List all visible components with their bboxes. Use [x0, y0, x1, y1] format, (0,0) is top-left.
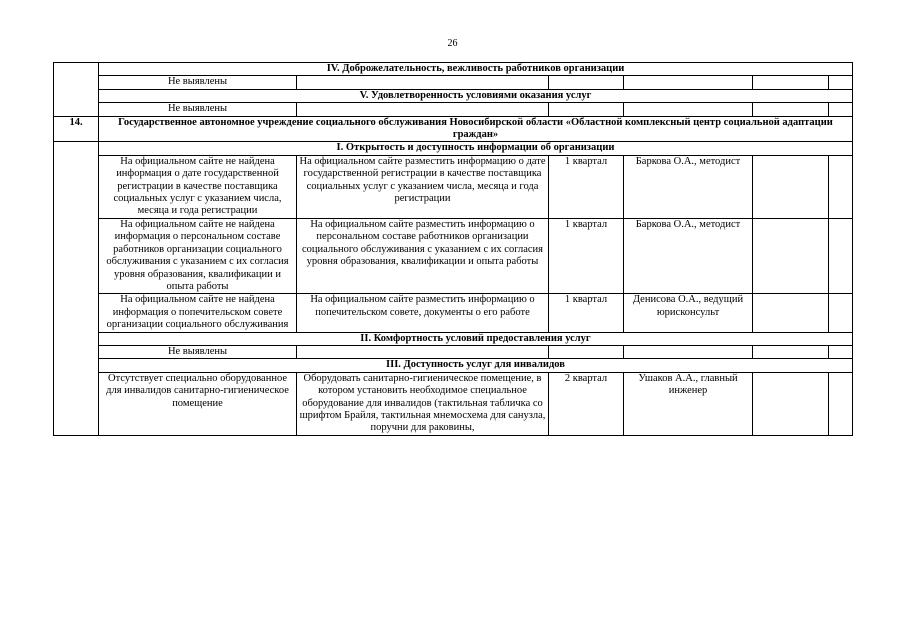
responsible-cell: Ушаков А.А., главный инженер — [624, 372, 753, 435]
table-row — [54, 103, 853, 116]
section-row — [54, 63, 853, 76]
responsible-cell: Баркова О.А., методист — [624, 218, 753, 293]
organization-name: Государственное автономное учреждение социального обслуживания Новосибирской области «Областной комплексный центр социальной адаптации граждан» — [99, 116, 853, 142]
term-cell: 1 квартал — [549, 294, 624, 332]
number-cell-empty — [54, 63, 99, 117]
table-row — [54, 372, 853, 435]
section-row — [54, 332, 853, 345]
section-row — [54, 89, 853, 102]
problem-cell: На официальном сайте не найдена информация о персональном составе работников организации социального обслуживания с указанием с их согласия уровня образования, квалификации и опыта работы — [99, 218, 297, 293]
section-title: III. Доступность услуг для инвалидов — [99, 359, 853, 372]
term-cell: 1 квартал — [549, 155, 624, 218]
term-cell: 1 квартал — [549, 218, 624, 293]
section-title: II. Комфортность условий предоставления услуг — [99, 332, 853, 345]
page-number: 26 — [447, 38, 458, 49]
term-cell: 2 квартал — [549, 372, 624, 435]
organization-number: 14. — [54, 116, 99, 142]
section-title: V. Удовлетворенность условиями оказания услуг — [99, 89, 853, 102]
table-row — [54, 76, 853, 89]
responsible-cell: Баркова О.А., методист — [624, 155, 753, 218]
problem-cell: На официальном сайте не найдена информация о попечительском совете организации социального обслуживания — [99, 294, 297, 332]
table-row — [54, 294, 853, 332]
measure-cell: На официальном сайте разместить информацию о попечительском совете, документы о его работе — [297, 294, 549, 332]
not-found-cell: Не выявлены — [99, 103, 297, 116]
measure-cell: Оборудовать санитарно-гигиеническое помещение, в котором установить необходимое специальное оборудование для инвалидов (тактильная табличка со шрифтом Брайля, тактильная мнемосхема для санузла, поручни для раковины, — [297, 372, 549, 435]
section-row — [54, 142, 853, 155]
action-plan-table — [53, 62, 853, 436]
section-title: IV. Доброжелательность, вежливость работников организации — [99, 63, 853, 76]
number-cell-empty — [54, 142, 99, 435]
section-row — [54, 359, 853, 372]
table-row — [54, 155, 853, 218]
not-found-cell: Не выявлены — [99, 76, 297, 89]
table-row — [54, 345, 853, 358]
problem-cell: Отсутствует специально оборудованное для инвалидов санитарно-гигиеническое помещение — [99, 372, 297, 435]
table-row — [54, 218, 853, 293]
measure-cell: На официальном сайте разместить информацию о персональном составе работников организации социального обслуживания с указанием с их согласия уровня образования, квалификации и опыта работы — [297, 218, 549, 293]
not-found-cell: Не выявлены — [99, 345, 297, 358]
section-title: I. Открытость и доступность информации об организации — [99, 142, 853, 155]
organization-row — [54, 116, 853, 142]
problem-cell: На официальном сайте не найдена информация о дате государственной регистрации в качестве поставщика социальных услуг с указанием числа, месяца и года регистрации — [99, 155, 297, 218]
responsible-cell: Денисова О.А., ведущий юрисконсульт — [624, 294, 753, 332]
measure-cell: На официальном сайте разместить информацию о дате государственной регистрации в качестве поставщика социальных услуг с указанием числа, месяца и года регистрации — [297, 155, 549, 218]
